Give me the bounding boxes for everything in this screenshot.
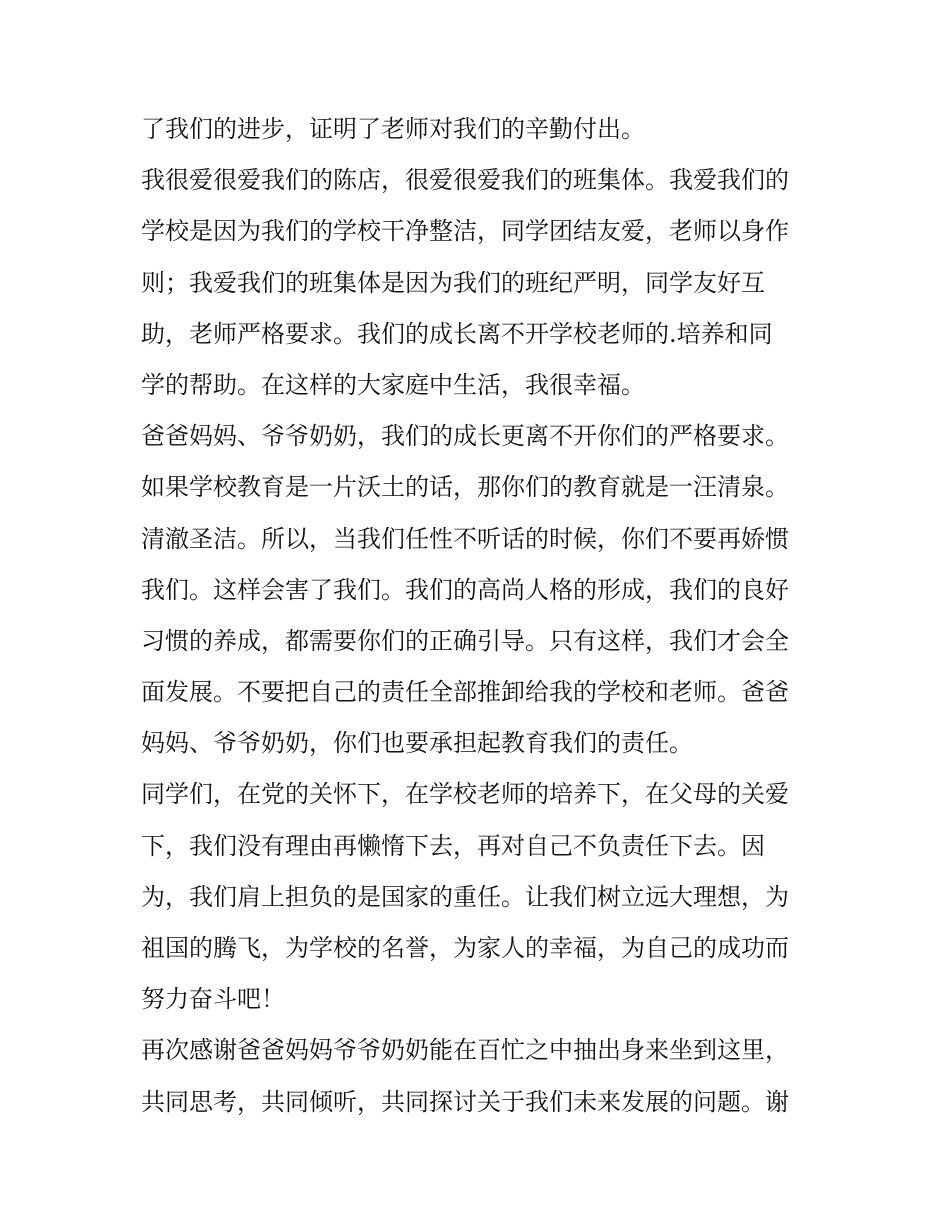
- text-line: 助，老师严格要求。我们的成长离不开学校老师的.培养和同: [141, 319, 773, 348]
- text-line: 如果学校教育是一片沃土的话，那你们的教育就是一汪清泉。: [141, 473, 789, 502]
- text-line: 则；我爱我们的班集体是因为我们的班纪严明，同学友好互: [141, 268, 765, 297]
- text-line: 为，我们肩上担负的是国家的重任。让我们树立远大理想，为: [141, 882, 789, 911]
- text-line: 妈妈、爷爷奶奶，你们也要承担起教育我们的责任。: [141, 729, 693, 758]
- text-line: 下，我们没有理由再懒惰下去，再对自己不负责任下去。因: [141, 831, 765, 860]
- text-line: 共同思考，共同倾听，共同探讨关于我们未来发展的问题。谢: [141, 1087, 789, 1116]
- document-body: [141, 104, 821, 1128]
- text-line: 了我们的进步，证明了老师对我们的辛勤付出。: [141, 115, 645, 143]
- text-line: 再次感谢爸爸妈妈爷爷奶奶能在百忙之中抽出身来坐到这里，: [141, 1036, 789, 1065]
- text-line: 面发展。不要把自己的责任全部推卸给我的学校和老师。爸爸: [141, 678, 789, 707]
- text-line: 学的帮助。在这样的大家庭中生活，我很幸福。: [141, 370, 645, 399]
- text-line: 学校是因为我们的学校干净整洁，同学团结友爱，老师以身作: [141, 217, 789, 246]
- text-line: 努力奋斗吧！: [141, 985, 285, 1014]
- text-line: 同学们，在党的关怀下，在学校老师的培养下，在父母的关爱: [141, 780, 789, 809]
- text-line: 我们。这样会害了我们。我们的高尚人格的形成，我们的良好: [141, 575, 789, 604]
- text-line: 爸爸妈妈、爷爷奶奶，我们的成长更离不开你们的严格要求。: [141, 422, 789, 451]
- text-line: 祖国的腾飞，为学校的名誉，为家人的幸福，为自己的成功而: [141, 934, 789, 962]
- text-line: 习惯的养成，都需要你们的正确引导。只有这样，我们才会全: [141, 626, 789, 655]
- text-line: 清澈圣洁。所以，当我们任性不听话的时候，你们不要再娇惯: [141, 524, 789, 553]
- text-line: 我很爱很爱我们的陈店，很爱很爱我们的班集体。我爱我们的: [141, 166, 789, 195]
